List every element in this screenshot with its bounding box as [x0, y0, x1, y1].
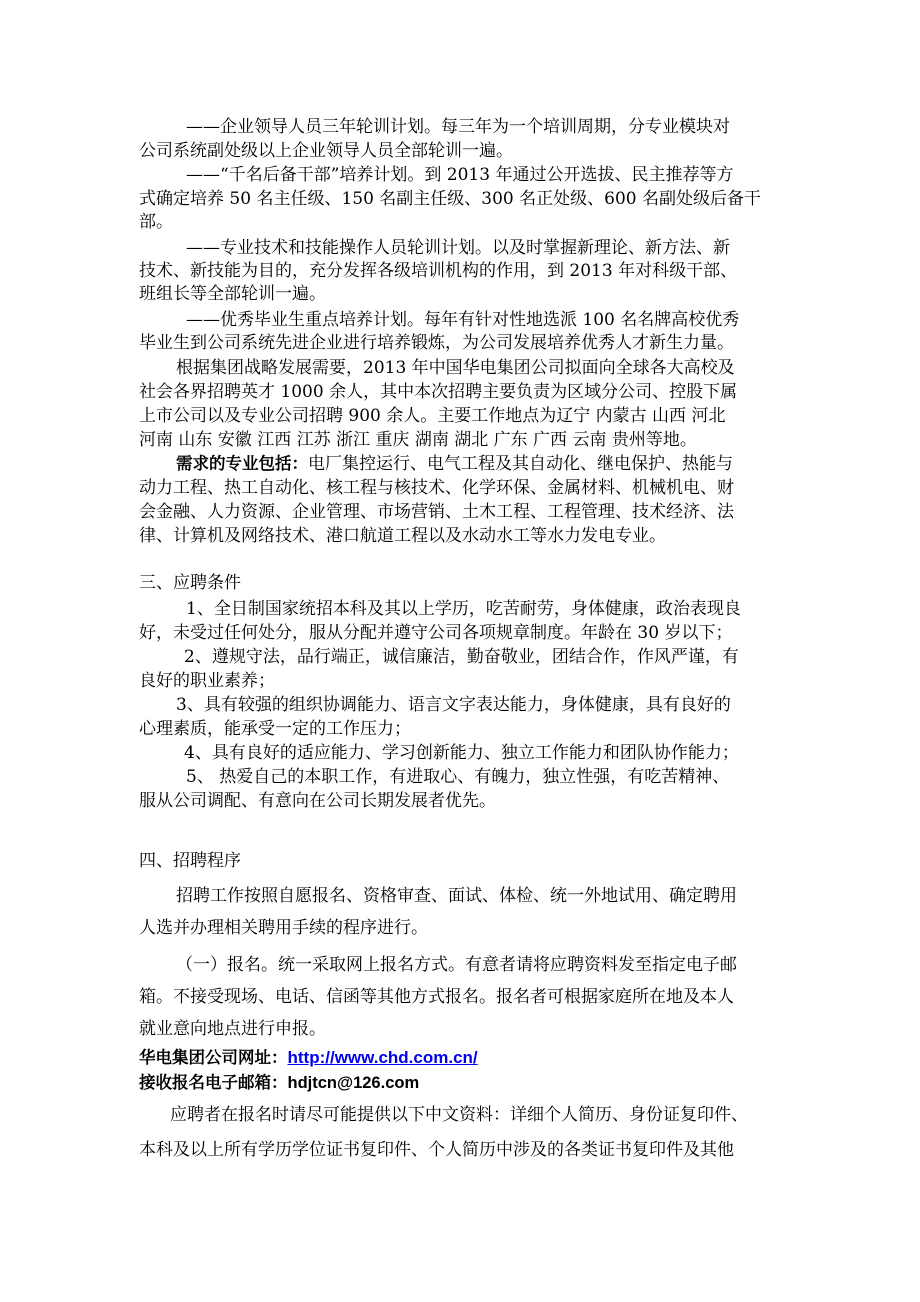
plan-technical-line-2: 技术、新技能为目的，充分发挥各级培训机构的作用，到 2013 年对科级干部、	[139, 261, 738, 281]
plan-reserve-line-3: 部。	[139, 212, 173, 232]
recruitment-line-1: 根据集团战略发展需要，2013 年中国华电集团公司拟面向全球各大高校及	[176, 358, 735, 378]
condition-5-line-2: 服从公司调配、有意向在公司长期发展者优先。	[139, 791, 496, 811]
materials-line-1: 应聘者在报名时请尽可能提供以下中文资料：详细个人简历、身份证复印件、	[170, 1105, 748, 1125]
website-line	[139, 1047, 478, 1069]
majors-line-1	[176, 453, 733, 475]
email-address: hdjtcn@126.com	[287, 1074, 420, 1092]
plan-graduates-line-1: ——优秀毕业生重点培养计划。每年有针对性地选派 100 名名牌高校优秀	[186, 310, 740, 330]
procedure-line-1: 招聘工作按照自愿报名、资格审查、面试、体检、统一外地试用、确定聘用	[176, 886, 737, 906]
condition-5-line-1: 5、 热爱自己的本职工作，有进取心、有魄力，独立性强，有吃苦精神、	[186, 767, 730, 787]
procedure-line-2: 人选并办理相关聘用手续的程序进行。	[139, 918, 428, 938]
condition-3-line-2: 心理素质，能承受一定的工作压力；	[139, 719, 411, 739]
recruitment-line-2: 社会各界招聘英才 1000 余人，其中本次招聘主要负责为区域分公司、控股下属	[139, 382, 738, 402]
signup-line-1: （一）报名。统一采取网上报名方式。有意者请将应聘资料发至指定电子邮	[176, 955, 737, 975]
recruitment-line-3: 上市公司以及专业公司招聘 900 余人。主要工作地点为辽宁 内蒙古 山西 河北	[139, 406, 726, 426]
condition-1-line-2: 好，未受过任何处分，服从分配并遵守公司各项规章制度。年龄在 30 岁以下；	[139, 623, 733, 643]
condition-2-line-1: 2、遵规守法，品行端正，诚信廉洁，勤奋敬业，团结合作，作风严谨，有	[184, 647, 739, 667]
email-label: 接收报名电子邮箱：	[139, 1073, 288, 1092]
plan-reserve-line-2: 式确定培养 50 名主任级、150 名副主任级、300 名正处级、600 名副处级后备干	[139, 189, 761, 209]
plan-leaders-line-1: ——企业领导人员三年轮训计划。每三年为一个培训周期，分专业模块对	[186, 117, 730, 137]
plan-technical-line-1: ——专业技术和技能操作人员轮训计划。以及时掌握新理论、新方法、新	[186, 238, 730, 258]
materials-line-2: 本科及以上所有学历学位证书复印件、个人简历中涉及的各类证书复印件及其他	[139, 1140, 734, 1160]
condition-3-line-1: 3、具有较强的组织协调能力、语言文字表达能力，身体健康，具有良好的	[176, 695, 731, 715]
majors-line-4: 律、计算机及网络技术、港口航道工程以及水动水工等水力发电专业。	[139, 526, 666, 546]
condition-1-line-1: 1、全日制国家统招本科及其以上学历，吃苦耐劳，身体健康，政治表现良	[186, 599, 741, 619]
website-label: 华电集团公司网址：	[139, 1048, 288, 1067]
plan-technical-line-3: 班组长等全部轮训一遍。	[139, 284, 326, 304]
majors-text-1: 电厂集控运行、电气工程及其自动化、继电保护、热能与	[308, 454, 733, 474]
section4-heading: 四、招聘程序	[139, 851, 241, 871]
condition-4-line-1: 4、具有良好的适应能力、学习创新能力、独立工作能力和团队协作能力；	[184, 743, 739, 763]
email-line	[139, 1072, 419, 1094]
majors-line-3: 会金融、人力资源、企业管理、市场营销、土木工程、工程管理、技术经济、法	[139, 502, 734, 522]
plan-reserve-line-1: ——“千名后备干部”培养计划。到 2013 年通过公开选拔、民主推荐等方	[186, 165, 734, 185]
majors-line-2: 动力工程、热工自动化、核工程与核技术、化学环保、金属材料、机械机电、财	[139, 478, 734, 498]
section3-heading: 三、应聘条件	[139, 573, 241, 593]
recruitment-line-4: 河南 山东 安徽 江西 江苏 浙江 重庆 湖南 湖北 广东 广西 云南 贵州等地。	[139, 430, 697, 450]
majors-label: 需求的专业包括：	[176, 454, 308, 473]
signup-line-2: 箱。不接受现场、电话、信函等其他方式报名。报名者可根据家庭所在地及本人	[139, 987, 734, 1007]
signup-line-3: 就业意向地点进行申报。	[139, 1019, 326, 1039]
plan-leaders-line-2: 公司系统副处级以上企业领导人员全部轮训一遍。	[139, 141, 513, 161]
website-link[interactable]: http://www.chd.com.cn/	[287, 1048, 478, 1067]
condition-2-line-2: 良好的职业素养；	[139, 671, 275, 691]
plan-graduates-line-2: 毕业生到公司系统先进企业进行培养锻炼，为公司发展培养优秀人才新生力量。	[139, 333, 734, 353]
